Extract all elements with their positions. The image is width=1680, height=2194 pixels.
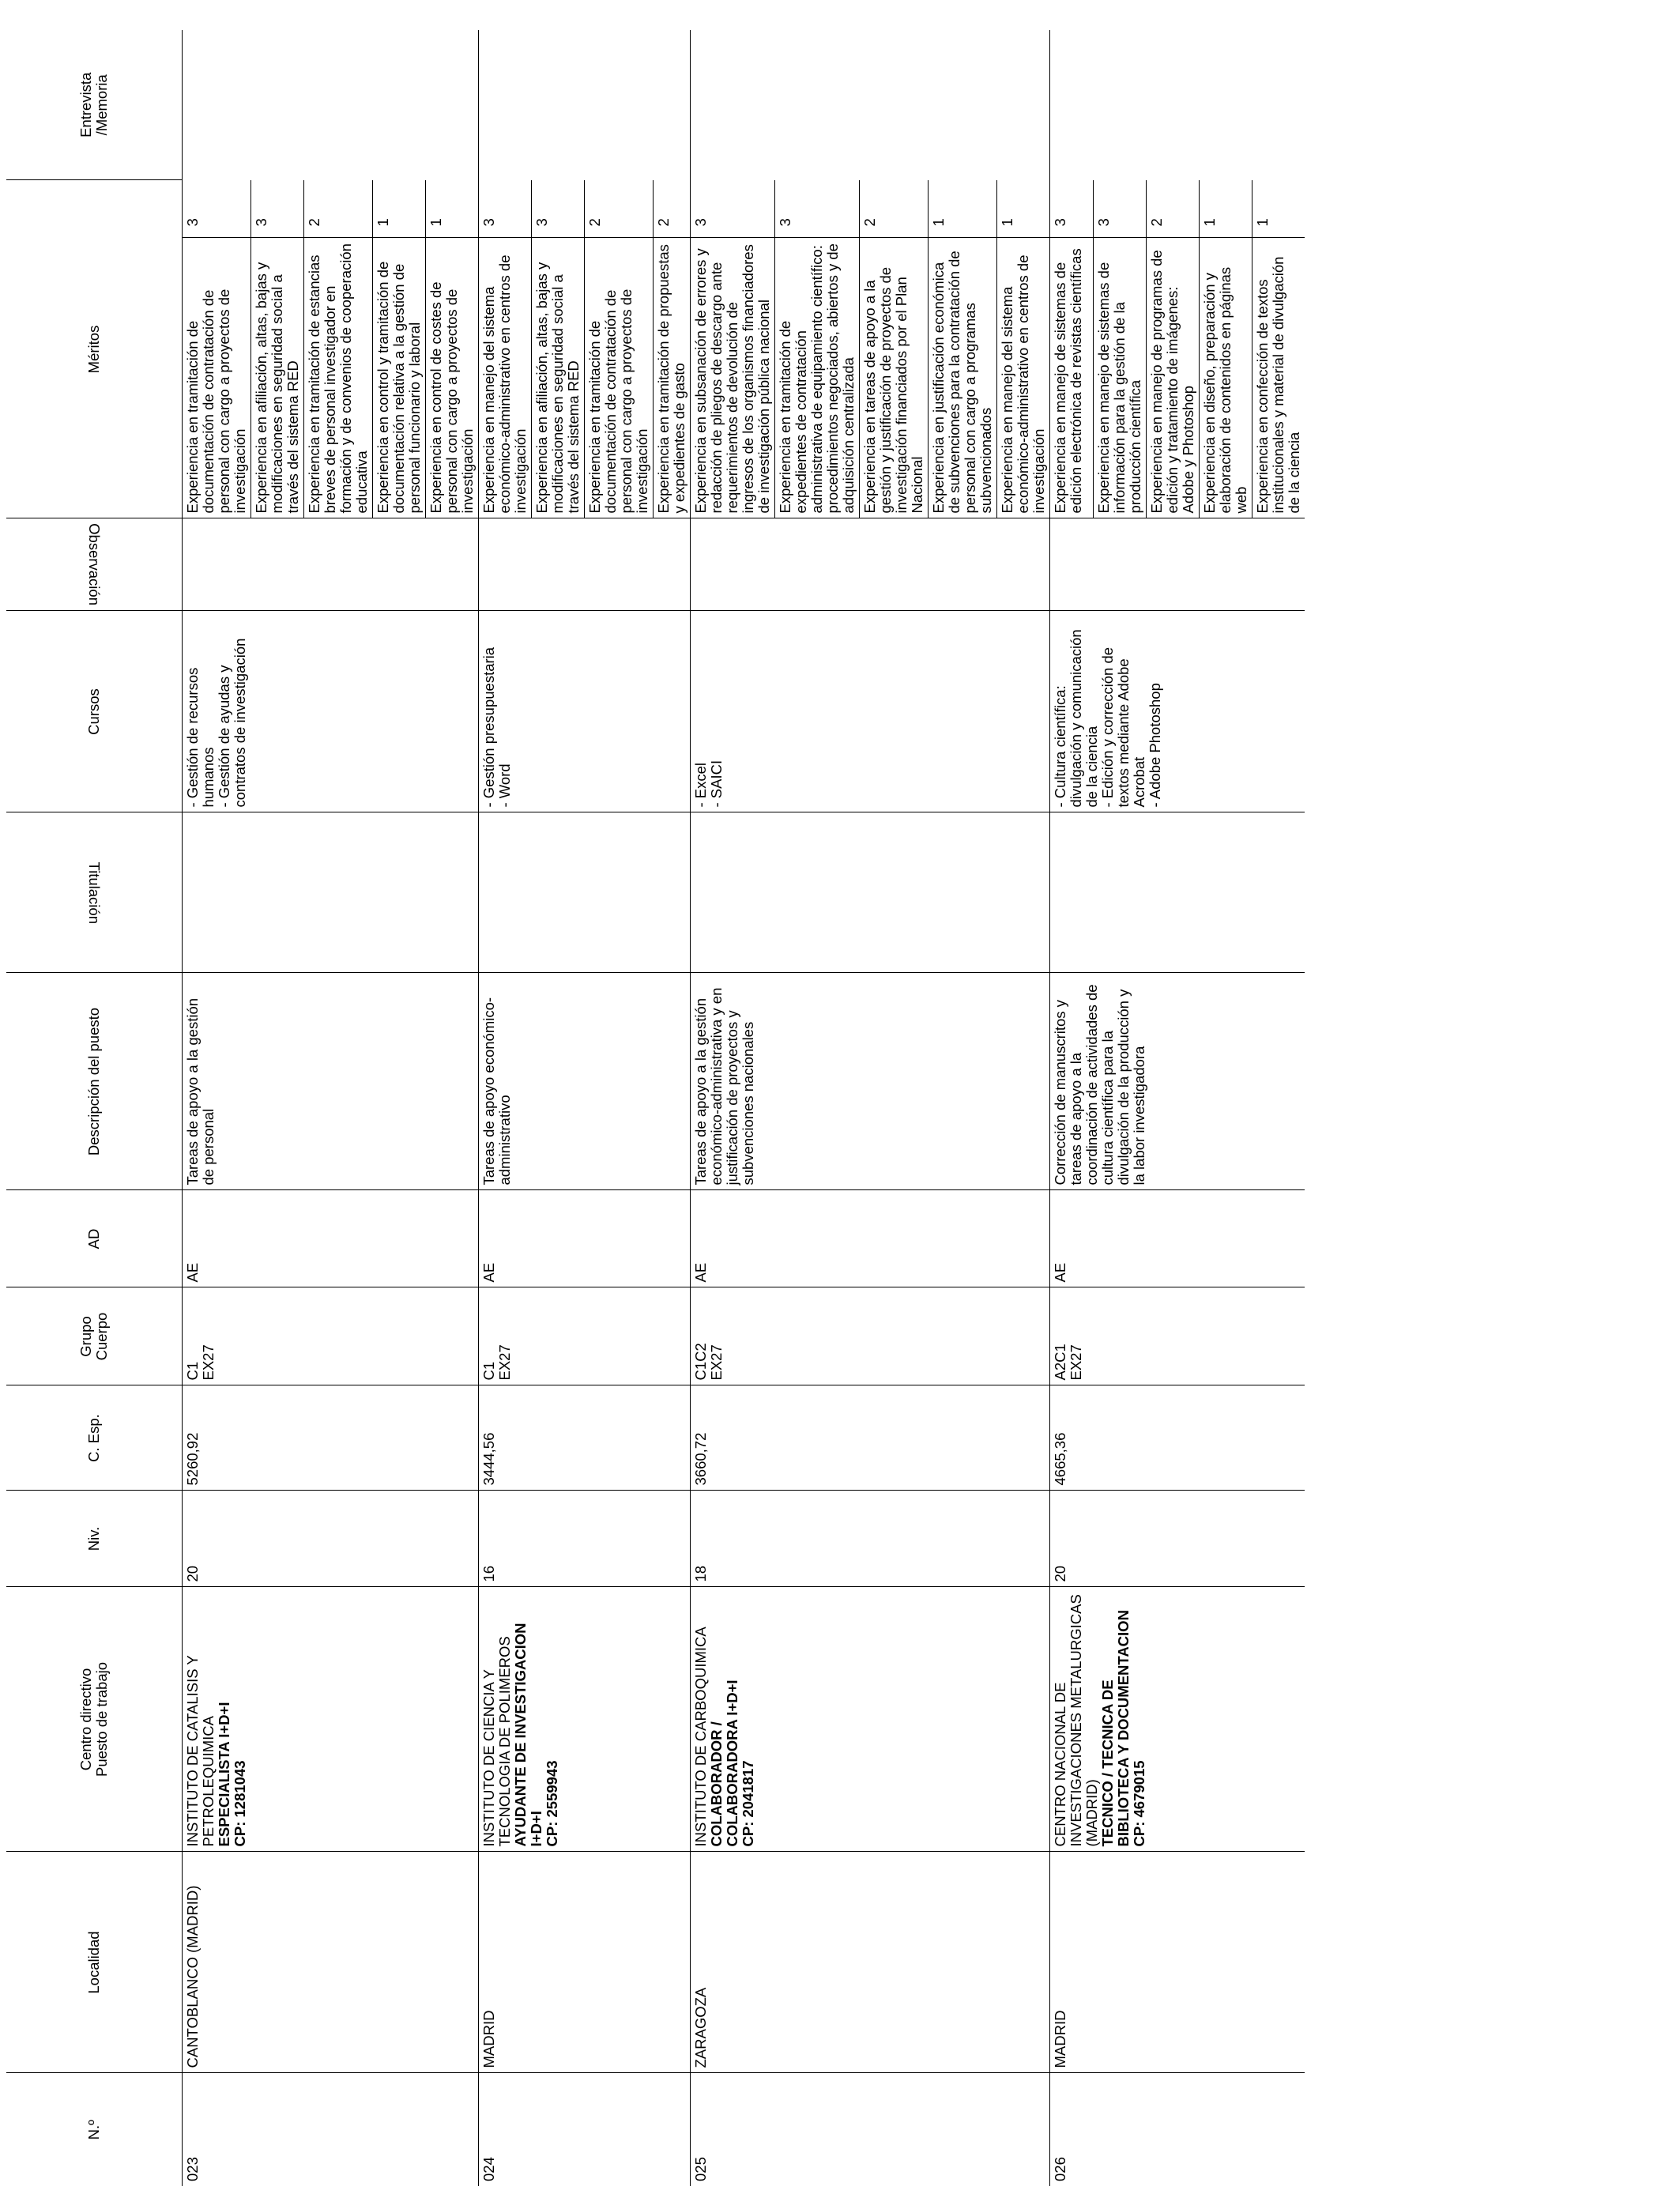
merito-points: 3 <box>479 180 532 238</box>
grupo-cell: C1 EX27 <box>183 1287 479 1385</box>
puesto: TECNICO / TECNICA DE BIBLIOTECA Y DOCUMENTACION <box>1099 1610 1132 1847</box>
merito-points: 3 <box>532 180 585 238</box>
localidad-cell: MADRID <box>1050 1852 1305 2073</box>
descripcion-cell: Tareas de apoyo a la gestión económico-administrativa y en justificación de proyectos y subvenciones nacionales <box>691 973 1050 1190</box>
merito-text: Experiencia en tareas de apoyo a la gestión y justificación de proyectos de investigación financiados por el Plan Nacional <box>860 238 929 518</box>
merito-text: Experiencia en diseño, preparación y elaboración de contenidos en páginas web <box>1200 238 1252 518</box>
header-entrevista: Entrevista /Memoria <box>6 30 183 180</box>
n-cell: 024 <box>479 2073 691 2186</box>
ad-cell: AE <box>1050 1190 1305 1287</box>
header-titulacion: Titulación <box>6 812 183 973</box>
grupo-cell: A2C1 EX27 <box>1050 1287 1305 1385</box>
localidad-cell: CANTOBLANCO (MADRID) <box>183 1852 479 2073</box>
grupo-cell: C1 EX27 <box>479 1287 691 1385</box>
position-023 <box>183 30 479 2186</box>
merito-points: 1 <box>929 180 997 238</box>
merito-points: 3 <box>1094 180 1147 238</box>
positions-table <box>6 30 1305 2186</box>
descripcion-cell: Tareas de apoyo a la gestión de personal <box>183 973 479 1190</box>
titulacion-cell <box>1050 812 1305 973</box>
cp: CP: 1281043 <box>232 1760 248 1847</box>
cursos-cell: - Excel - SAICI <box>691 611 1050 812</box>
header-cesp: C. Esp. <box>6 1385 183 1491</box>
entrevista-cell <box>479 30 691 180</box>
position-025 <box>691 30 1050 2186</box>
merito-text: Experiencia en manejo de sistemas de información para la gestión de la producción científica <box>1094 238 1147 518</box>
table-row <box>1050 30 1094 2186</box>
position-024 <box>479 30 691 2186</box>
titulacion-cell <box>691 812 1050 973</box>
header-row <box>6 30 183 2186</box>
n-cell: 025 <box>691 2073 1050 2186</box>
localidad-cell: MADRID <box>479 1852 691 2073</box>
ad-cell: AE <box>479 1190 691 1287</box>
merito-points: 2 <box>585 180 654 238</box>
niv-cell: 20 <box>183 1491 479 1587</box>
merito-points: 3 <box>183 180 251 238</box>
observacion-cell <box>183 518 479 611</box>
observacion-cell <box>479 518 691 611</box>
merito-points: 2 <box>654 180 691 238</box>
niv-cell: 20 <box>1050 1491 1305 1587</box>
cesp-cell: 3444,56 <box>479 1385 691 1491</box>
merito-text: Experiencia en tramitación de estancias breves de personal investigador en formación y de convenios de cooperación educativa <box>304 238 373 518</box>
ad-cell: AE <box>183 1190 479 1287</box>
cursos-cell: - Gestión de recursos humanos - Gestión de ayudas y contratos de investigación <box>183 611 479 812</box>
header-centro: Centro directivo Puesto de trabajo <box>6 1587 183 1852</box>
merito-points: 3 <box>775 180 860 238</box>
header-localidad: Localidad <box>6 1852 183 2073</box>
centro-cell: INSTITUTO DE CIENCIA Y TECNOLOGIA DE POLIMEROS AYUDANTE DE INVESTIGACION I+D+I CP: 2559943 <box>479 1587 691 1852</box>
merito-text: Experiencia en tramitación de expedientes de contratación administrativa de equipamiento científico: procedimientos negociados, abiertos y de adquisición centralizada <box>775 238 860 518</box>
merito-text: Experiencia en afiliación, altas, bajas y modificaciones en seguridad social a través del sistema RED <box>532 238 585 518</box>
header-grupo: Grupo Cuerpo <box>6 1287 183 1385</box>
niv-cell: 18 <box>691 1491 1050 1587</box>
merito-points: 3 <box>1050 180 1094 238</box>
merito-text: Experiencia en control y tramitación de documentación relativa a la gestión de personal funcionario y laboral <box>373 238 426 518</box>
cp: CP: 4679015 <box>1131 1760 1147 1847</box>
titulacion-cell <box>183 812 479 973</box>
merito-points: 2 <box>860 180 929 238</box>
entrevista-cell <box>691 30 1050 180</box>
merito-text: Experiencia en tramitación de documentación de contratación de personal con cargo a proyectos de investigación <box>585 238 654 518</box>
centro-cell: INSTITUTO DE CATALISIS Y PETROLEQUIMICA ESPECIALISTA I+D+I CP: 1281043 <box>183 1587 479 1852</box>
merito-points: 2 <box>1147 180 1200 238</box>
centro-cell: INSTITUTO DE CARBOQUIMICA COLABORADOR / COLABORADORA I+D+I CP: 2041817 <box>691 1587 1050 1852</box>
merito-points: 1 <box>426 180 479 238</box>
table-row <box>691 30 775 2186</box>
cesp-cell: 4665,36 <box>1050 1385 1305 1491</box>
ad-cell: AE <box>691 1190 1050 1287</box>
titulacion-cell <box>479 812 691 973</box>
merito-points: 1 <box>373 180 426 238</box>
position-026 <box>1050 30 1305 2186</box>
merito-text: Experiencia en confección de textos institucionales y material de divulgación de la ciencia <box>1252 238 1305 518</box>
cesp-cell: 5260,92 <box>183 1385 479 1491</box>
merito-text: Experiencia en manejo de sistemas de edición electrónica de revistas científicas <box>1050 238 1094 518</box>
merito-text: Experiencia en manejo del sistema económico-administrativo en centros de investigación <box>997 238 1050 518</box>
cp: CP: 2041817 <box>740 1760 756 1847</box>
merito-text: Experiencia en tramitación de propuestas y expedientes de gasto <box>654 238 691 518</box>
header-cursos: Cursos <box>6 611 183 812</box>
merito-text: Experiencia en manejo de programas de edición y tratamiento de imágenes: Adobe y Photoshop <box>1147 238 1200 518</box>
merito-text: Experiencia en manejo del sistema económico-administrativo en centros de investigación <box>479 238 532 518</box>
merito-points: 3 <box>251 180 304 238</box>
localidad-cell: ZARAGOZA <box>691 1852 1050 2073</box>
header-niv: Niv. <box>6 1491 183 1587</box>
puesto: AYUDANTE DE INVESTIGACION I+D+I <box>512 1623 544 1847</box>
n-cell: 026 <box>1050 2073 1305 2186</box>
entrevista-cell <box>1050 30 1305 180</box>
merito-points: 3 <box>691 180 775 238</box>
centro-cell: CENTRO NACIONAL DE INVESTIGACIONES METALURGICAS (MADRID) TECNICO / TECNICA DE BIBLIOTECA Y DOCUMENTACION CP: 4679015 <box>1050 1587 1305 1852</box>
merito-text: Experiencia en afiliación, altas, bajas y modificaciones en seguridad social a través del sistema RED <box>251 238 304 518</box>
merito-text: Experiencia en subsanación de errores y redacción de pliegos de descargo ante requerimientos de devolución de ingresos de los organismos financiadores de investigación pública nacional <box>691 238 775 518</box>
cursos-cell: - Gestión presupuestaria - Word <box>479 611 691 812</box>
cesp-cell: 3660,72 <box>691 1385 1050 1491</box>
merito-text: Experiencia en justificación económica de subvenciones para la contratación de personal con cargo a programas subvencionados <box>929 238 997 518</box>
table-row <box>183 30 251 2186</box>
descripcion-cell: Corrección de manuscritos y tareas de apoyo a la coordinación de actividades de cultura científica para la divulgación de la producción y la labor investigadora <box>1050 973 1305 1190</box>
merito-points: 1 <box>1252 180 1305 238</box>
observacion-cell <box>1050 518 1305 611</box>
merito-text: Experiencia en tramitación de documentación de contratación de personal con cargo a proyectos de investigación <box>183 238 251 518</box>
n-cell: 023 <box>183 2073 479 2186</box>
merito-points: 1 <box>1200 180 1252 238</box>
merito-points: 2 <box>304 180 373 238</box>
puesto: COLABORADOR / COLABORADORA I+D+I <box>708 1679 740 1847</box>
header-n: N.º <box>6 2073 183 2186</box>
header-observacion: Observación <box>6 518 183 611</box>
merito-text: Experiencia en control de costes de personal con cargo a proyectos de investigación <box>426 238 479 518</box>
puesto: ESPECIALISTA I+D+I <box>216 1702 232 1847</box>
cursos-cell: - Cultura científica: divulgación y comunicación de la ciencia - Edición y corrección de textos mediante Adobe Acrobat - Adobe Photoshop <box>1050 611 1305 812</box>
observacion-cell <box>691 518 1050 611</box>
header-ad: AD <box>6 1190 183 1287</box>
niv-cell: 16 <box>479 1491 691 1587</box>
table-row <box>479 30 532 2186</box>
entrevista-cell <box>183 30 479 180</box>
grupo-cell: C1C2 EX27 <box>691 1287 1050 1385</box>
header-descripcion: Descripción del puesto <box>6 973 183 1190</box>
merito-points: 1 <box>997 180 1050 238</box>
header-meritos: Méritos <box>6 180 183 518</box>
cp: CP: 2559943 <box>544 1760 560 1847</box>
descripcion-cell: Tareas de apoyo económico-administrativo <box>479 973 691 1190</box>
